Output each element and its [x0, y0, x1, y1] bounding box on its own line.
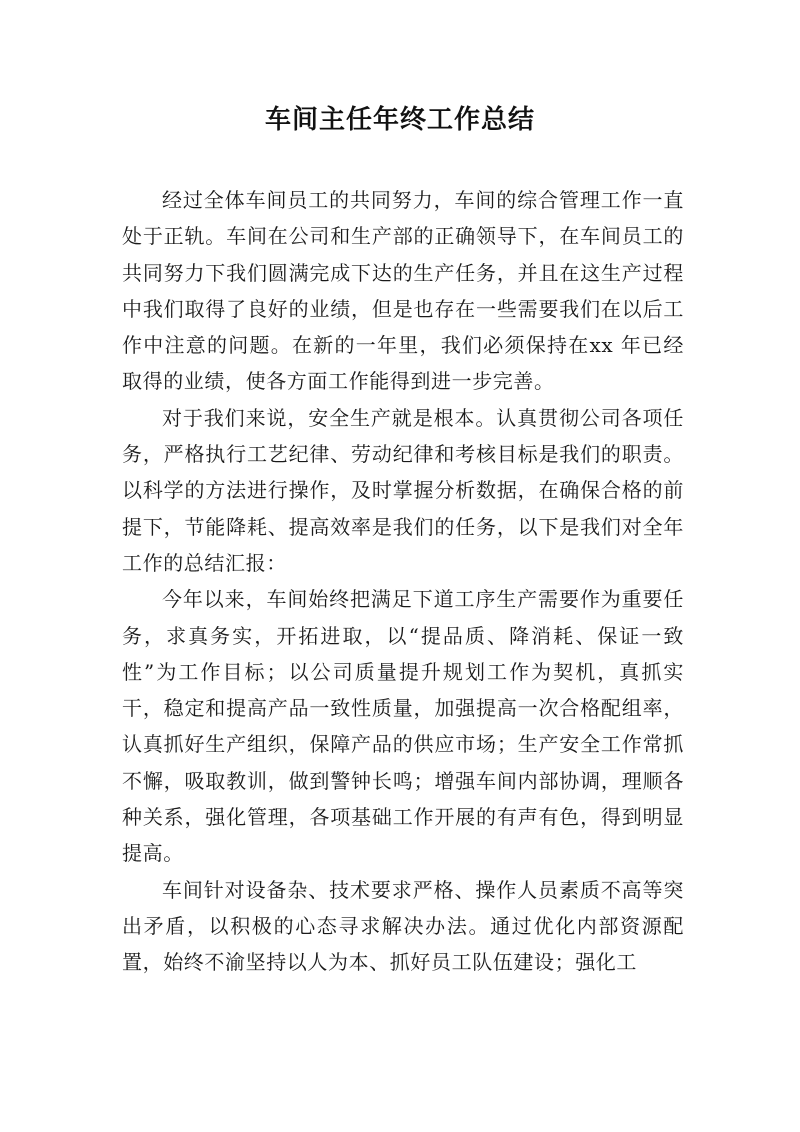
paragraph-1: 经过全体车间员工的共同努力，车间的综合管理工作一直处于正轨。车间在公司和生产部的正确领导下，在车间员工的共同努力下我们圆满完成下达的生产任务，并且在这生产过程中我们取得了良好的业绩，但是也存在一些需要我们在以后工作中注意的问题。在新的一年里，我们必须保持在xx 年已经取得的业绩，使各方面工作能得到进一步完善。: [122, 188, 684, 394]
paragraph-4: 车间针对设备杂、技术要求严格、操作人员素质不高等突出矛盾，以积极的心态寻求解决办法。通过优化内部资源配置，始终不渝坚持以人为本、抓好员工队伍建设；强化工: [122, 877, 684, 975]
document-body: [122, 182, 684, 981]
paragraph-2: 对于我们来说，安全生产就是根本。认真贯彻公司各项任务，严格执行工艺纪律、劳动纪律和考核目标是我们的职责。以科学的方法进行操作，及时掌握分析数据，在确保合格的前提下，节能降耗、提高效率是我们的任务，以下是我们对全年工作的总结汇报：: [122, 405, 684, 575]
document-title: 车间主任年终工作总结: [264, 105, 535, 135]
paragraph-3: 今年以来，车间始终把满足下道工序生产需要作为重要任务，求真务实，开拓进取，以“提品质、降消耗、保证一致性”为工作目标；以公司质量提升规划工作为契机，真抓实干，稳定和提高产品一致性质量，加强提高一次合格配组率，认真抓好生产组织，保障产品的供应市场；生产安全工作常抓不懈，吸取教训，做到警钟长鸣；增强车间内部协调，理顺各种关系，强化管理，各项基础工作开展的有声有色，得到明显提高。: [122, 587, 684, 866]
